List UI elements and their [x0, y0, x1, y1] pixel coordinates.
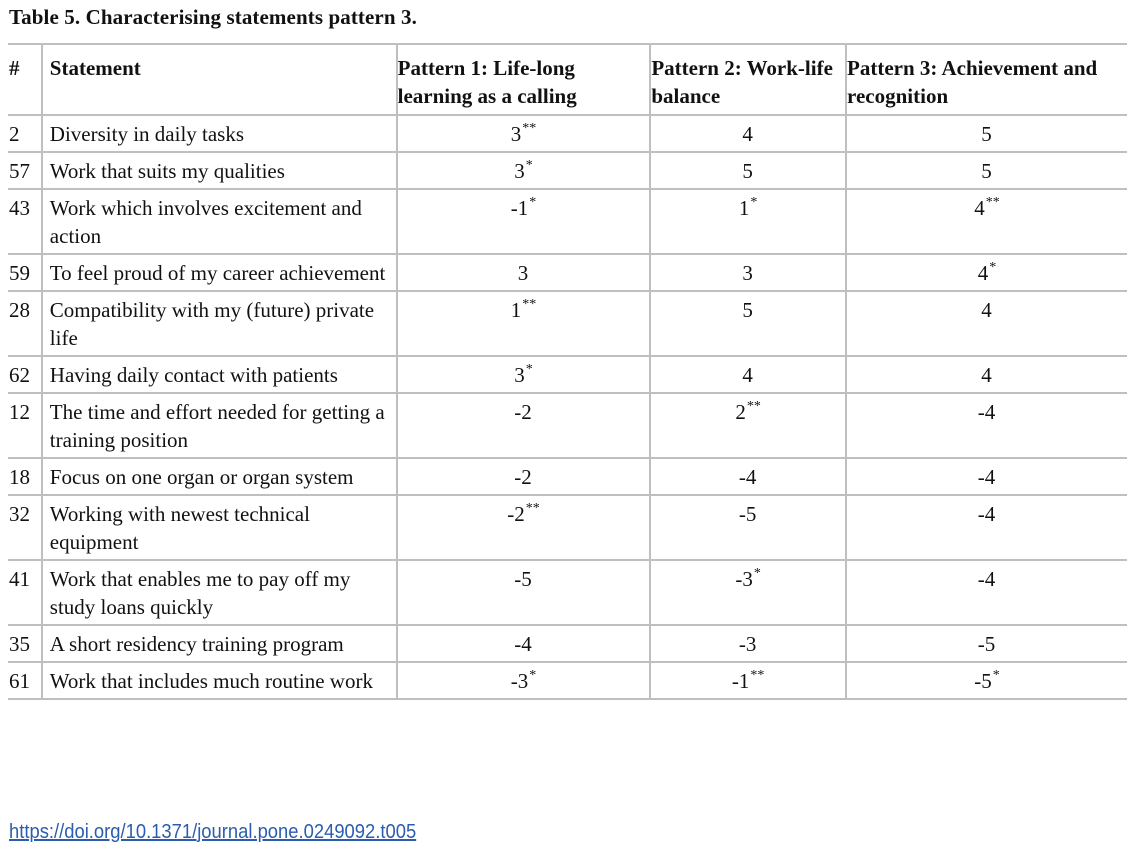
cell-pattern-3: -4	[846, 393, 1127, 458]
cell-pattern-1: -3*	[397, 662, 651, 699]
cell-pattern-3: -4	[846, 560, 1127, 625]
table-row	[8, 625, 1127, 662]
cell-pattern-3: -4	[846, 458, 1127, 495]
table-row	[8, 662, 1127, 699]
table-row	[8, 495, 1127, 560]
significance-marker: *	[992, 668, 1000, 683]
cell-statement: Work which involves excitement and action	[42, 189, 397, 254]
significance-marker: **	[750, 668, 765, 683]
significance-marker: **	[522, 297, 537, 312]
cell-num: 62	[8, 356, 42, 393]
significance-marker: **	[746, 399, 761, 414]
cell-pattern-2: -5	[650, 495, 846, 560]
significance-marker: *	[529, 668, 537, 683]
cell-pattern-1: 3	[397, 254, 651, 291]
cell-pattern-1: -2	[397, 393, 651, 458]
table-row	[8, 254, 1127, 291]
cell-pattern-2: -1**	[650, 662, 846, 699]
doi-link[interactable]: https://doi.org/10.1371/journal.pone.0249092.t005	[9, 821, 417, 843]
cell-pattern-2: -4	[650, 458, 846, 495]
table-caption: Table 5. Characterising statements pattern 3.	[9, 5, 417, 29]
significance-marker: *	[529, 195, 537, 210]
cell-num: 28	[8, 291, 42, 356]
cell-pattern-1: 3**	[397, 115, 651, 152]
cell-statement: The time and effort needed for getting a training position	[42, 393, 397, 458]
significance-marker: **	[522, 121, 537, 136]
cell-num: 35	[8, 625, 42, 662]
cell-pattern-1: 1**	[397, 291, 651, 356]
cell-statement: Diversity in daily tasks	[42, 115, 397, 152]
cell-num: 41	[8, 560, 42, 625]
cell-statement: A short residency training program	[42, 625, 397, 662]
data-table	[8, 43, 1127, 700]
table-row	[8, 291, 1127, 356]
cell-pattern-1: -5	[397, 560, 651, 625]
table-row	[8, 356, 1127, 393]
cell-num: 61	[8, 662, 42, 699]
table-row	[8, 115, 1127, 152]
cell-statement: Work that includes much routine work	[42, 662, 397, 699]
cell-statement: Having daily contact with patients	[42, 356, 397, 393]
cell-pattern-3: -4	[846, 495, 1127, 560]
header-num: #	[8, 44, 42, 115]
cell-pattern-2: -3*	[650, 560, 846, 625]
cell-num: 12	[8, 393, 42, 458]
table-row	[8, 560, 1127, 625]
significance-marker: *	[753, 566, 761, 581]
significance-marker: *	[525, 158, 533, 173]
significance-marker: **	[525, 501, 540, 516]
table-row	[8, 393, 1127, 458]
cell-statement: Focus on one organ or organ system	[42, 458, 397, 495]
cell-pattern-2: 4	[650, 356, 846, 393]
significance-marker: *	[989, 260, 997, 275]
cell-pattern-3: 5	[846, 152, 1127, 189]
cell-pattern-3: 5	[846, 115, 1127, 152]
cell-pattern-1: 3*	[397, 356, 651, 393]
cell-pattern-2: 5	[650, 152, 846, 189]
significance-marker: *	[525, 362, 533, 377]
significance-marker: *	[750, 195, 758, 210]
cell-pattern-1: -2**	[397, 495, 651, 560]
cell-pattern-1: -2	[397, 458, 651, 495]
cell-statement: Work that suits my qualities	[42, 152, 397, 189]
cell-pattern-2: 2**	[650, 393, 846, 458]
cell-pattern-3: 4*	[846, 254, 1127, 291]
header-pattern-1: Pattern 1: Life-long learning as a calling	[397, 44, 651, 115]
cell-statement: Compatibility with my (future) private life	[42, 291, 397, 356]
cell-num: 2	[8, 115, 42, 152]
cell-pattern-3: 4	[846, 356, 1127, 393]
cell-pattern-2: -3	[650, 625, 846, 662]
cell-pattern-3: 4**	[846, 189, 1127, 254]
cell-pattern-1: -4	[397, 625, 651, 662]
cell-num: 43	[8, 189, 42, 254]
cell-num: 18	[8, 458, 42, 495]
cell-pattern-3: -5*	[846, 662, 1127, 699]
cell-statement: Working with newest technical equipment	[42, 495, 397, 560]
cell-num: 57	[8, 152, 42, 189]
cell-pattern-3: 4	[846, 291, 1127, 356]
table-row	[8, 458, 1127, 495]
cell-pattern-1: -1*	[397, 189, 651, 254]
table-row	[8, 152, 1127, 189]
cell-pattern-1: 3*	[397, 152, 651, 189]
table-header-row	[8, 44, 1127, 115]
cell-pattern-2: 1*	[650, 189, 846, 254]
header-statement: Statement	[42, 44, 397, 115]
cell-statement: Work that enables me to pay off my study loans quickly	[42, 560, 397, 625]
significance-marker: **	[985, 195, 1000, 210]
header-pattern-2: Pattern 2: Work-life balance	[650, 44, 846, 115]
cell-pattern-3: -5	[846, 625, 1127, 662]
cell-pattern-2: 3	[650, 254, 846, 291]
cell-statement: To feel proud of my career achievement	[42, 254, 397, 291]
cell-pattern-2: 5	[650, 291, 846, 356]
table-row	[8, 189, 1127, 254]
header-pattern-3: Pattern 3: Achievement and recognition	[846, 44, 1127, 115]
cell-num: 32	[8, 495, 42, 560]
cell-pattern-2: 4	[650, 115, 846, 152]
table-body	[8, 115, 1127, 699]
cell-num: 59	[8, 254, 42, 291]
